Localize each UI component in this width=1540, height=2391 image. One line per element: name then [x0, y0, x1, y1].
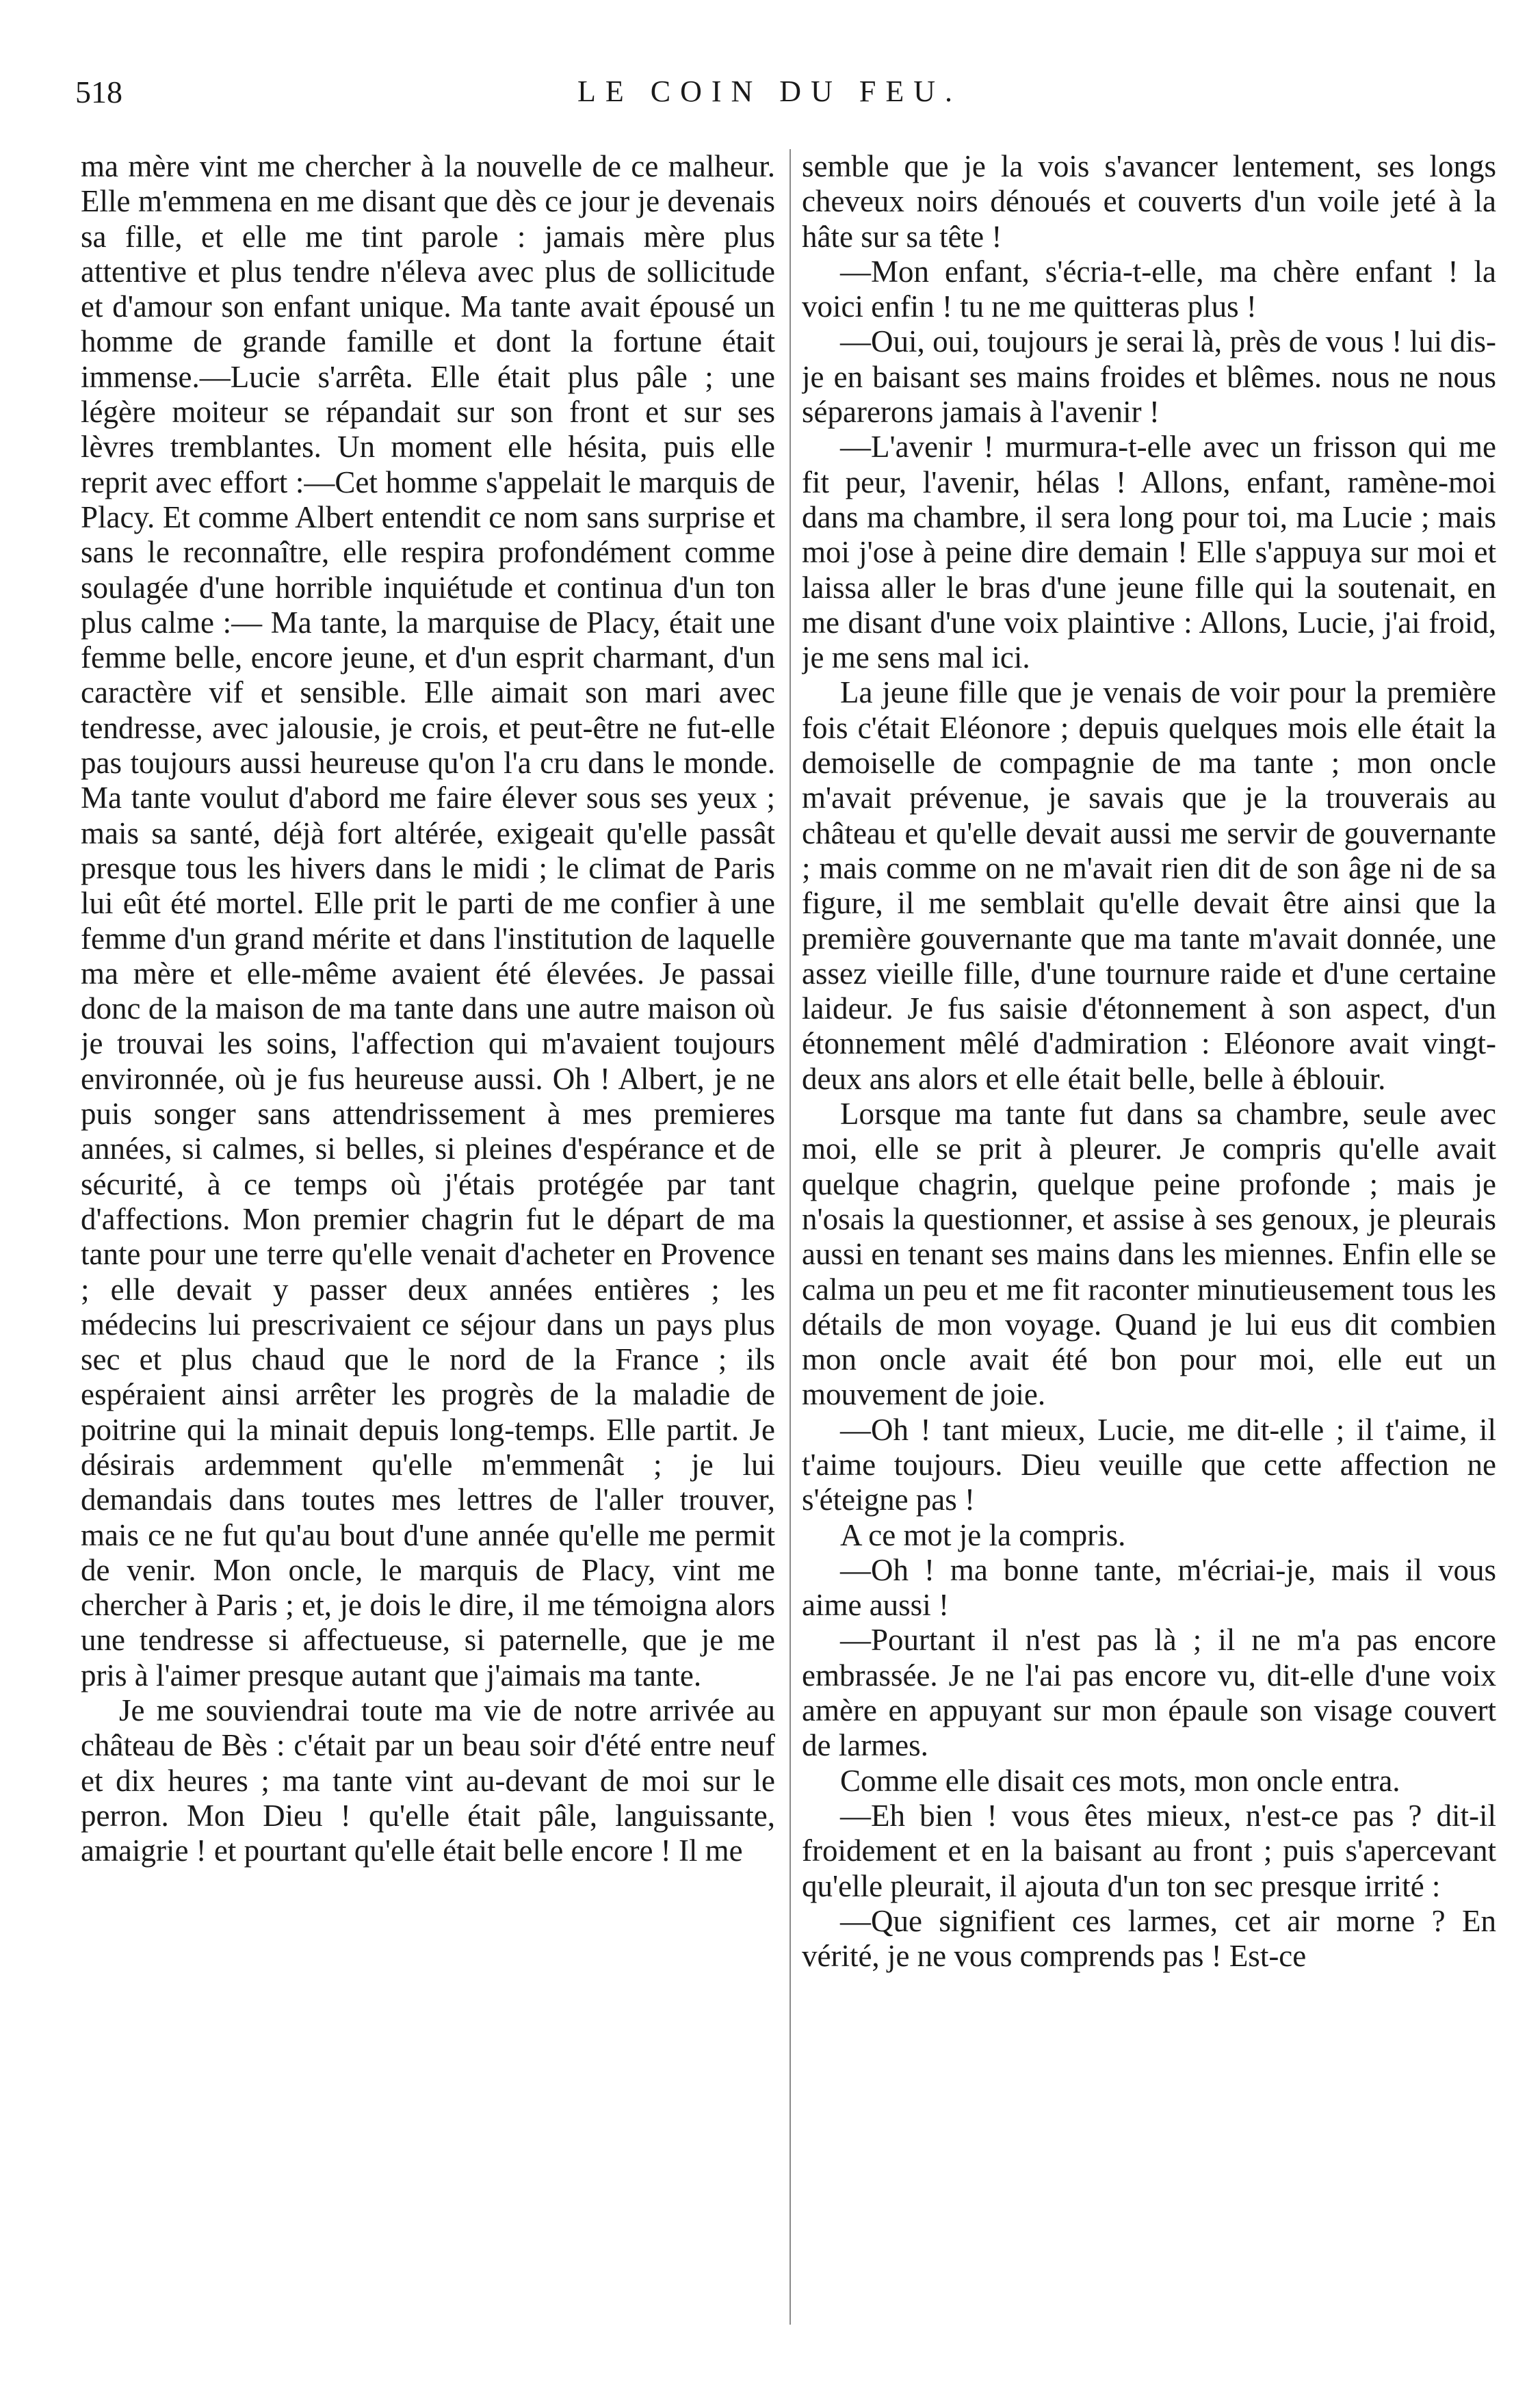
page-header: [75, 74, 1464, 115]
paragraph: Comme elle disait ces mots, mon oncle entra.: [840, 1763, 1400, 1798]
paragraph: —Eh bien ! vous êtes mieux, n'est-ce pas ? dit-il froidement et en la baisant au front ; puis s'apercevant qu'elle pleurait, il ajouta d'un ton sec presque irrité :: [802, 1798, 1496, 1903]
paragraph: —Que signifient ces larmes, cet air morne ? En vérité, je ne vous comprends pas ! Est-ce: [802, 1903, 1496, 1974]
paragraph: Je me souviendrai toute ma vie de notre arrivée au château de Bès : c'était par un beau soir d'été entre neuf et dix heures ; ma tante vint au-devant de moi sur le perron. Mon Dieu ! qu'elle était pâle, languissante, amaigrie ! et pourtant qu'elle était belle encore ! Il me: [81, 1693, 775, 1868]
paragraph: —L'avenir ! murmura-t-elle avec un frisson qui me fit peur, l'avenir, hélas ! Allons, enfant, ramène-moi dans ma chambre, il sera long pour toi, ma Lucie ; mais moi j'ose à peine dire demain ! Elle s'appuya sur moi et laissa aller le bras d'une jeune fille qui la soutenait, en me disant d'une voix plaintive : Allons, Lucie, j'ai froid, je me sens mal ici.: [802, 430, 1496, 675]
right-column: [802, 149, 1496, 2331]
paragraph: —Mon enfant, s'écria-t-elle, ma chère enfant ! la voici enfin ! tu ne me quitteras plus !: [802, 254, 1496, 324]
paragraph: —Oh ! tant mieux, Lucie, me dit-elle ; il t'aime, il t'aime toujours. Dieu veuille que cette affection ne s'éteigne pas !: [802, 1412, 1496, 1517]
page-number: 518: [75, 75, 122, 109]
running-title: LE COIN DU FEU.: [577, 75, 962, 108]
paragraph: La jeune fille que je venais de voir pour la première fois c'était Eléonore ; depuis quelques mois elle était la demoiselle de compagnie de ma tante ; mon oncle m'avait prévenue, je savais que je la trouverais au château et qu'elle devait aussi me servir de gouvernante ; mais comme on ne m'avait rien dit de son âge ni de sa figure, il me semblait qu'elle devait être ainsi que la première gouvernante que ma tante m'avait donnée, une assez vieille fille, d'une tournure raide et d'une certaine laideur. Je fus saisie d'étonnement à son aspect, d'un étonnement mêlé d'admiration : Eléonore avait vingt-deux ans alors et elle était belle, belle à éblouir.: [802, 675, 1496, 1096]
paragraph: Lorsque ma tante fut dans sa chambre, seule avec moi, elle se prit à pleurer. Je compris qu'elle avait quelque chagrin, quelque peine profonde ; mais je n'osais la questionner, et assise à ses genoux, je pleurais aussi en tenant ses mains dans les miennes. Enfin elle se calma un peu et me fit raconter minutieusement tous les détails de mon voyage. Quand je lui eus dit combien mon oncle avait été bon pour moi, elle eut un mouvement de joie.: [802, 1097, 1496, 1412]
paragraph: ma mère vint me chercher à la nouvelle de ce malheur. Elle m'emmena en me disant que dès ce jour je devenais sa fille, et elle me tint parole : jamais mère plus attentive et plus tendre n'éleva avec plus de sollicitude et d'amour son enfant unique. Ma tante avait épousé un homme de grande famille et dont la fortune était immense.—Lucie s'arrêta. Elle était plus pâle ; une légère moiteur se répandait sur son front et sur ses lèvres tremblantes. Un moment elle hésita, puis elle reprit avec effort :—Cet homme s'appelait le marquis de Placy. Et comme Albert entendit ce nom sans surprise et sans le reconnaître, elle respira profondément comme soulagée d'une horrible inquiétude et continua d'un ton plus calme :— Ma tante, la marquise de Placy, était une femme belle, encore jeune, et d'un esprit charmant, d'un caractère vif et sensible. Elle aimait son mari avec tendresse, avec jalousie, je crois, et peut-être ne fut-elle pas toujours aussi heureuse qu'on l'a cru dans le monde. Ma tante voulut d'abord me faire élever sous ses yeux ; mais sa santé, déjà fort altérée, exigeait qu'elle passât presque tous les hivers dans le midi ; le climat de Paris lui eût été mortel. Elle prit le parti de me confier à une femme d'un grand mérite et dans l'institution de laquelle ma mère et elle-même avaient été élevées. Je passai donc de la maison de ma tante dans une autre maison où je trouvai les soins, l'affection qui m'avaient toujours environnée, où je fus heureuse aussi. Oh ! Albert, je ne puis songer sans attendrissement à mes premieres années, si calmes, si belles, si pleines d'espérance et de sécurité, à ce temps où j'étais protégée par tant d'affections. Mon premier chagrin fut le départ de ma tante pour une terre qu'elle venait d'acheter en Provence ; elle devait y passer deux années entières ; les médecins lui prescrivaient ce séjour dans un pays plus sec et plus chaud que le nord de la France ; ils espéraient ainsi arrêter les progrès de la maladie de poitrine qui la minait depuis long-temps. Elle partit. Je désirais ardemment qu'elle m'emmenât ; je lui demandais dans toutes mes lettres de l'aller trouver, mais ce ne fut qu'au bout d'une année qu'elle me permit de venir. Mon oncle, le marquis de Placy, vint me chercher à Paris ; et, je dois le dire, il me témoigna alors une tendresse si affectueuse, si paternelle, que je me pris à l'aimer presque autant que j'aimais ma tante.: [81, 149, 775, 1693]
paragraph: —Oh ! ma bonne tante, m'écriai-je, mais il vous aime aussi !: [802, 1552, 1496, 1623]
paragraph: —Oui, oui, toujours je serai là, près de vous ! lui dis-je en baisant ses mains froides et blêmes. nous ne nous séparerons jamais à l'avenir !: [802, 324, 1496, 430]
paragraph: semble que je la vois s'avancer lentement, ses longs cheveux noirs dénoués et couverts d'un voile jeté à la hâte sur sa tête !: [802, 149, 1496, 254]
column-divider: [789, 149, 791, 2325]
paragraph: A ce mot je la compris.: [840, 1517, 1126, 1552]
paragraph: —Pourtant il n'est pas là ; il ne m'a pas encore embrassée. Je ne l'ai pas encore vu, dit-elle d'une voix amère en appuyant sur mon épaule son visage couvert de larmes.: [802, 1623, 1496, 1763]
left-column: [81, 149, 775, 2331]
